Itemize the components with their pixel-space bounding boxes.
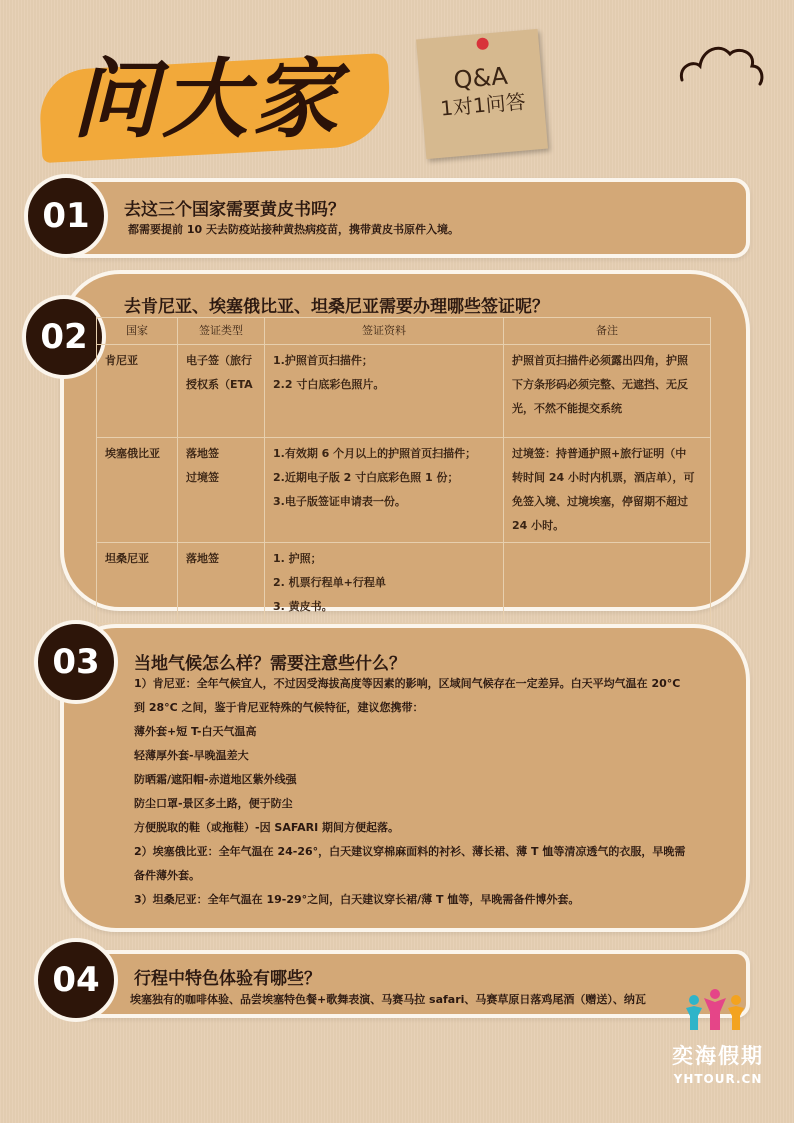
climate-line: 薄外套+短 T-白天气温高 [134, 725, 257, 738]
materials-line: 2.2 寸白底彩色照片。 [273, 378, 385, 391]
climate-line: 1）肯尼亚：全年气候宜人，不过因受海拔高度等因素的影响，区域间气候存在一定差异。白天平均气温在 20°C [134, 677, 681, 690]
materials-line: 3.电子版签证申请表一份。 [273, 495, 406, 508]
section-number-badge-01: 01 [24, 174, 108, 258]
section-number-badge-04: 04 [34, 938, 118, 1022]
visa-type-line: 授权系（ETA [186, 378, 253, 391]
cloud-icon [676, 36, 766, 92]
climate-line: 方便脱取的鞋（或拖鞋）-因 SAFARI 期间方便起落。 [134, 821, 399, 834]
table-row [97, 345, 711, 438]
climate-line: 轻薄厚外套-早晚温差大 [134, 749, 249, 762]
visa-table [96, 317, 711, 624]
materials-line: 1.护照首页扫描件； [273, 354, 373, 367]
note-qa-label: Q&A [452, 61, 509, 95]
materials-line: 2.近期电子版 2 寸白底彩色照 1 份； [273, 471, 459, 484]
question-04: 行程中特色体验有哪些？ [134, 969, 321, 989]
materials-line: 2. 机票行程单+行程单 [273, 576, 386, 589]
notes-line: 光，不然不能提交系统 [512, 402, 622, 415]
cell-notes [504, 345, 711, 438]
cell-country: 埃塞俄比亚 [97, 438, 178, 543]
visa-type-line: 过境签 [186, 471, 219, 484]
answer-03 [134, 672, 685, 912]
notes-line: 免签入境、过境埃塞，停留期不超过 [512, 495, 688, 508]
answer-01: 都需要提前 10 天去防疫站接种黄热病疫苗，携带黄皮书原件入境。 [128, 223, 459, 236]
notes-line: 24 小时。 [512, 519, 565, 532]
cell-visa-type [178, 543, 265, 624]
climate-line: 2）埃塞俄比亚：全年气温在 24-26°，白天建议穿棉麻面料的衬衫、薄长裙、薄 T 恤等清凉透气的衣服，早晚需 [134, 845, 686, 858]
question-02: 去肯尼亚、埃塞俄比亚、坦桑尼亚需要办理哪些签证呢？ [124, 297, 549, 317]
answer-04: 埃塞独有的咖啡体验、品尝埃塞特色餐+歌舞表演、马赛马拉 safari、马赛草原日落鸡尾酒（赠送）、纳瓦 [130, 993, 646, 1006]
materials-line: 3. 黄皮书。 [273, 600, 333, 613]
col-header-country: 国家 [97, 318, 178, 345]
col-header-visa-type: 签证类型 [178, 318, 265, 345]
visa-type-line: 电子签（旅行 [186, 354, 252, 367]
note-subtitle: 1对1问答 [439, 89, 527, 121]
materials-line: 1. 护照； [273, 552, 322, 565]
people-logo-icon [684, 986, 746, 1038]
cell-country: 肯尼亚 [97, 345, 178, 438]
climate-line: 到 28°C 之间，鉴于肯尼亚特殊的气候特征，建议您携带： [134, 701, 424, 714]
page-title: 问大家 [72, 50, 342, 150]
notes-line: 下方条形码必须完整、无遮挡、无反 [512, 378, 688, 391]
notes-line: 过境签：持普通护照+旅行证明（中 [512, 447, 687, 460]
brand-logo [654, 986, 782, 1106]
cell-materials [265, 543, 504, 624]
brand-name-en: YHTOUR.CN [673, 1072, 763, 1086]
pushpin-icon [476, 37, 489, 50]
brand-name-cn: 奕海假期 [672, 1044, 764, 1068]
question-03: 当地气候怎么样？需要注意些什么？ [134, 654, 406, 674]
climate-line: 防晒霜/遮阳帽-赤道地区紫外线强 [134, 773, 297, 786]
notes-line: 转时间 24 小时内机票，酒店单），可 [512, 471, 695, 484]
col-header-notes: 备注 [504, 318, 711, 345]
cell-materials [265, 345, 504, 438]
table-row [97, 543, 711, 624]
col-header-materials: 签证资料 [265, 318, 504, 345]
cell-materials [265, 438, 504, 543]
notes-line: 护照首页扫描件必须露出四角，护照 [512, 354, 688, 367]
cell-notes [504, 543, 711, 624]
cell-country: 坦桑尼亚 [97, 543, 178, 624]
qa-sticky-note [416, 29, 548, 159]
visa-type-line: 落地签 [186, 552, 219, 565]
climate-line: 3）坦桑尼亚：全年气温在 19-29°之间，白天建议穿长裙/薄 T 恤等，早晚需备件博外套。 [134, 893, 580, 906]
visa-type-line: 落地签 [186, 447, 219, 460]
visa-table-header-row [97, 318, 711, 345]
cell-visa-type [178, 438, 265, 543]
table-row [97, 438, 711, 543]
cell-visa-type [178, 345, 265, 438]
climate-line: 防尘口罩-景区多土路，便于防尘 [134, 797, 293, 810]
climate-line: 备件薄外套。 [134, 869, 200, 882]
section-number-badge-03: 03 [34, 620, 118, 704]
section-number-badge-02: 02 [22, 295, 106, 379]
question-01: 去这三个国家需要黄皮书吗？ [124, 200, 345, 220]
materials-line: 1.有效期 6 个月以上的护照首页扫描件； [273, 447, 477, 460]
cell-notes [504, 438, 711, 543]
